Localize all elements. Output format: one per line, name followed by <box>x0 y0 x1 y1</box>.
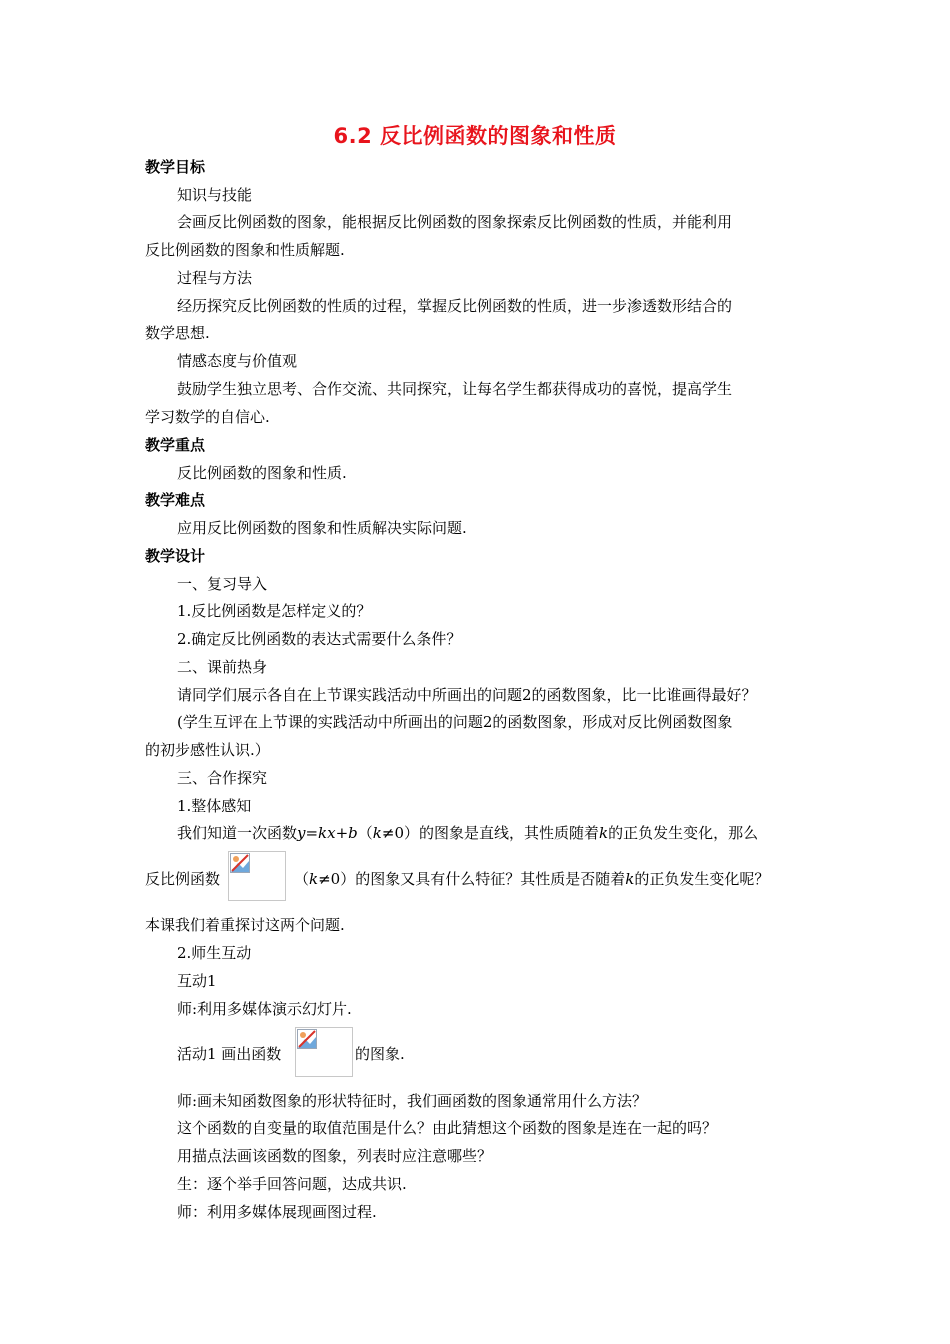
overall-text-3: 本课我们着重探讨这两个问题. <box>145 916 345 934</box>
design-heading: 教学设计 <box>145 547 206 565</box>
overall-text-1-d: 的正负发生变化，那么 <box>608 824 759 842</box>
emotion-heading: 情感态度与价值观 <box>177 352 298 370</box>
emotion-text-1: 鼓励学生独立思考、合作交流、共同探究，让每名学生都获得成功的喜悦，提高学生 <box>177 380 733 398</box>
overall-text-1-c: ≠0）的图象是直线，其性质随着 <box>381 824 600 842</box>
overall-text-2-b: （ <box>294 870 310 888</box>
interact1-heading: 互动1 <box>177 972 217 990</box>
overall-text-1-a: 我们知道一次函数 <box>177 824 298 842</box>
k-symbol: k <box>625 870 635 888</box>
process-heading: 过程与方法 <box>177 269 253 287</box>
overall-text-2-d: 的正负发生变化呢？ <box>634 870 770 888</box>
teacher-text-3: 师：利用多媒体展现画图过程. <box>177 1203 377 1221</box>
warmup-text-2: (学生互评在上节课的实践活动中所画出的问题2的函数图象，形成对反比例函数图象 <box>177 713 733 731</box>
overall-heading: 1.整体感知 <box>177 797 252 815</box>
activity-text-a: 活动1 画出函数 <box>177 1045 282 1063</box>
warmup-heading: 二、课前热身 <box>177 658 268 676</box>
question-text-1: 这个函数的自变量的取值范围是什么？由此猜想这个函数的图象是连在一起的吗？ <box>177 1119 718 1137</box>
emotion-text-2: 学习数学的自信心. <box>145 408 270 426</box>
interact-heading: 2.师生互动 <box>177 944 252 962</box>
formula-image-2 <box>295 1027 353 1077</box>
process-text-1: 经历探究反比例函数的性质的过程，掌握反比例函数的性质，进一步渗透数形结合的 <box>177 297 733 315</box>
key-points-heading: 教学重点 <box>145 436 206 454</box>
overall-text-1-b: （ <box>357 824 373 842</box>
k-symbol: k <box>599 824 609 842</box>
review-question-1: 1.反比例函数是怎样定义的？ <box>177 602 372 620</box>
review-question-2: 2.确定反比例函数的表达式需要什么条件？ <box>177 630 462 648</box>
process-text-2: 数学思想. <box>145 324 210 342</box>
teacher-text-1: 师:利用多媒体演示幻灯片. <box>177 1000 352 1018</box>
k-symbol: k <box>372 824 382 842</box>
knowledge-text-1: 会画反比例函数的图象，能根据反比例函数的图象探索反比例函数的性质，并能利用 <box>177 213 733 231</box>
activity-text-b: 的图象. <box>355 1045 405 1063</box>
knowledge-heading: 知识与技能 <box>177 186 253 204</box>
key-points-text: 反比例函数的图象和性质. <box>177 464 347 482</box>
difficulty-text: 应用反比例函数的图象和性质解决实际问题. <box>177 519 467 537</box>
page-title: 6.2 反比例函数的图象和性质 <box>333 124 617 148</box>
question-text-2: 用描点法画该函数的图象，列表时应注意哪些？ <box>177 1147 493 1165</box>
formula-image-1 <box>228 851 286 901</box>
knowledge-text-2: 反比例函数的图象和性质解题. <box>145 241 345 259</box>
overall-text-2-a: 反比例函数 <box>145 870 221 888</box>
broken-image-icon <box>230 853 250 873</box>
difficulty-heading: 教学难点 <box>145 491 206 509</box>
overall-text-2-rest <box>294 869 769 889</box>
broken-image-icon <box>297 1029 317 1049</box>
review-heading: 一、复习导入 <box>177 575 268 593</box>
objectives-heading: 教学目标 <box>145 158 206 176</box>
warmup-text-3: 的初步感性认识.） <box>145 741 270 759</box>
warmup-text-1: 请同学们展示各自在上节课实践活动中所画出的问题2的函数图象，比一比谁画得最好？ <box>177 686 757 704</box>
overall-text-2-c: ≠0）的图象又具有什么特征？其性质是否随着 <box>318 870 626 888</box>
overall-text-1 <box>177 823 758 843</box>
k-symbol: k <box>309 870 319 888</box>
student-text: 生：逐个举手回答问题，达成共识. <box>177 1175 407 1193</box>
teacher-text-2: 师:画未知函数图象的形状特征时，我们画函数的图象通常用什么方法？ <box>177 1092 648 1110</box>
linear-function-formula: y=kx+b <box>297 824 358 842</box>
coop-heading: 三、合作探究 <box>177 769 268 787</box>
